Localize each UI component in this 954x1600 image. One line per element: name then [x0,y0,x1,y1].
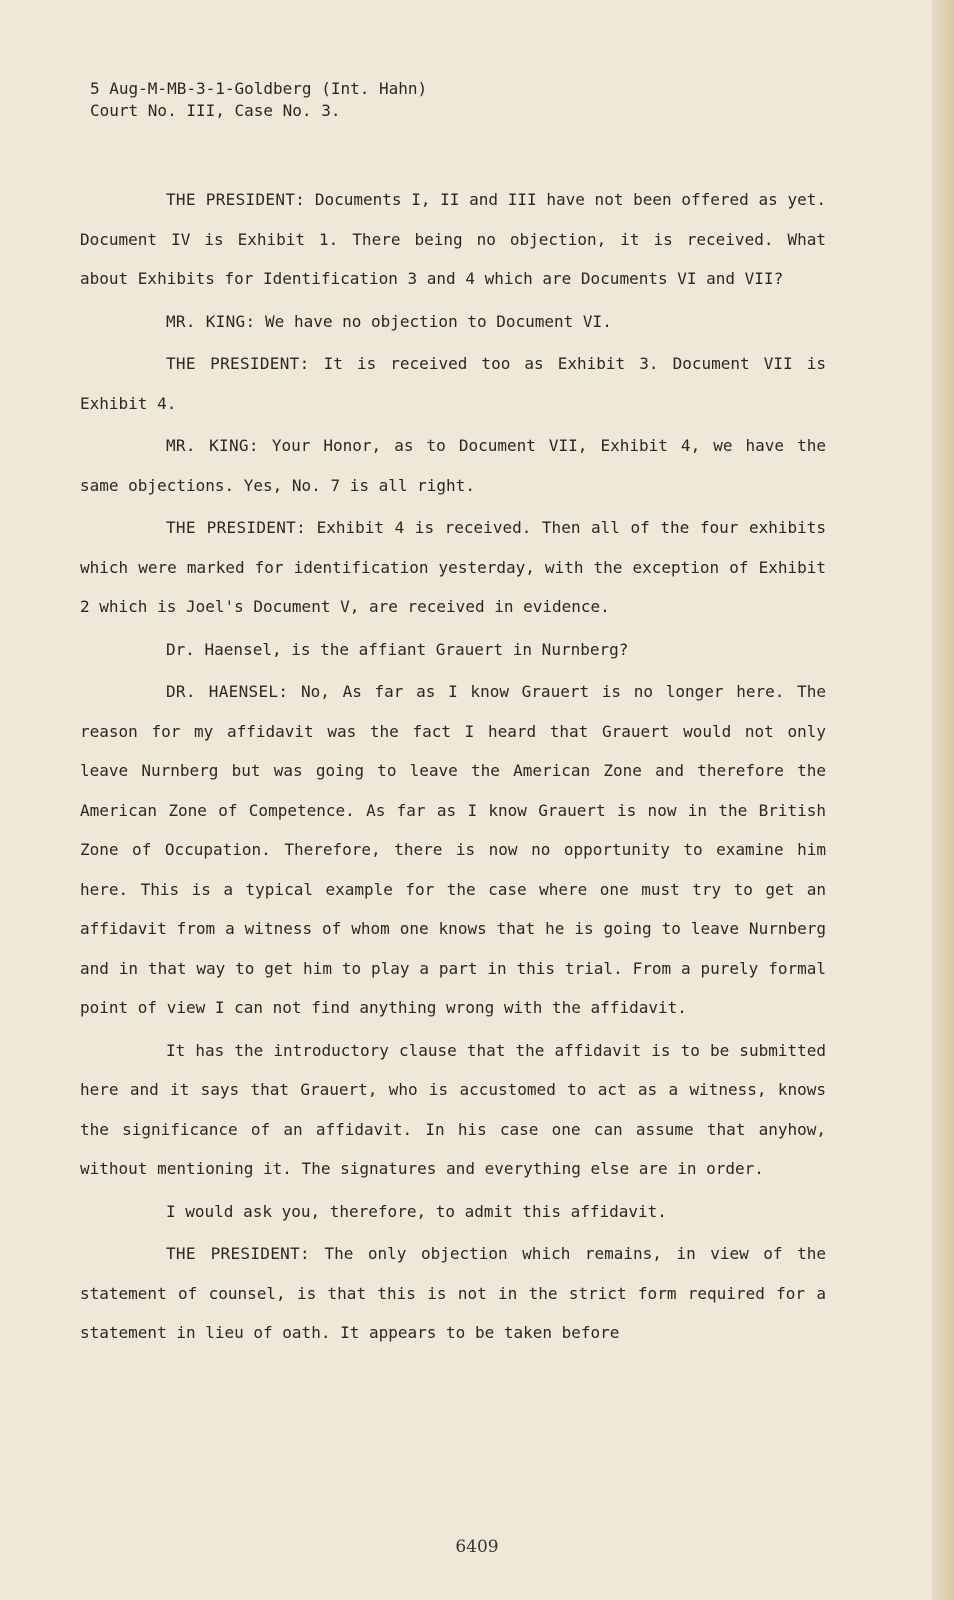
page-edge [932,0,954,1600]
paragraph [80,630,826,670]
header-line-2: Court No. III, Case No. 3. [90,101,341,120]
speaker-label: MR. KING: [166,311,256,331]
page-number: 6409 [455,1537,499,1557]
paragraph-text: I would ask you, therefore, to admit this affidavit. [166,1201,667,1221]
paragraph-text: The only objection which remains, in view of the statement of counsel, is that this is not in the strict form required for a statement in lieu of oath. It appears to be taken before [80,1244,826,1342]
speaker-label: THE PRESIDENT: [166,1244,310,1263]
speaker-label: MR. KING: [166,436,259,455]
paragraph-text: Exhibit 4 is received. Then all of the four exhibits which were marked for identification yesterday, with the exception of Exhibit 2 which is Joel's Document V, are received in evidence. [80,518,827,616]
paragraph-text: Dr. Haensel, is the affiant Grauert in Nurnberg? [166,639,629,659]
document-header [90,78,427,122]
paragraph-text: We have no objection to Document VI. [255,311,612,331]
speaker-label: THE PRESIDENT: [166,190,306,209]
paragraph [80,1234,826,1353]
paragraph-text: No, As far as I know Grauert is no longer here. The reason for my affidavit was the fact I heard that Grauert would not only leave Nurnberg but was going to leave the American Zone and therefore the American Zone of Competence. As far as I know Grauert is now in the British Zone of Occupation. Therefore, there is now no opportunity to examine him here. This is a typical example for the case where one must try to get an affidavit from a witness of whom one knows that he is going to leave Nurnberg and in that way to get him to play a part in this trial. From a purely formal point of view I can not find anything wrong with the affidavit. [80,682,826,1017]
paragraph-text: It has the introductory clause that the affidavit is to be submitted here and it says that Grauert, who is accustomed to act as a witness, knows the significance of an affidavit. In his case one can assume that anyhow, without mentioning it. The signatures and everything else are in order. [80,1040,826,1178]
paragraph [80,1192,826,1232]
transcript-body [80,180,826,1356]
paragraph-text: It is received too as Exhibit 3. Document VII is Exhibit 4. [80,354,826,413]
paragraph [80,180,826,299]
paragraph-text: Documents I, II and III have not been offered as yet. Document IV is Exhibit 1. There being no objection, it is received. What about Exhibits for Identification 3 and 4 which are Documents VI and VII? [80,190,826,288]
speaker-label: THE PRESIDENT: [166,354,310,373]
speaker-label: THE PRESIDENT: [166,518,307,537]
paragraph [80,672,826,1028]
header-line-1: 5 Aug-M-MB-3-1-Goldberg (Int. Hahn) [90,79,428,98]
paragraph [80,1031,826,1189]
speaker-label: DR. HAENSEL: [166,682,289,701]
paragraph-text: Your Honor, as to Document VII, Exhibit 4, we have the same objections. Yes, No. 7 is all right. [80,436,826,495]
paragraph [80,508,826,627]
paragraph [80,344,826,423]
paragraph [80,302,826,342]
paragraph [80,426,826,505]
